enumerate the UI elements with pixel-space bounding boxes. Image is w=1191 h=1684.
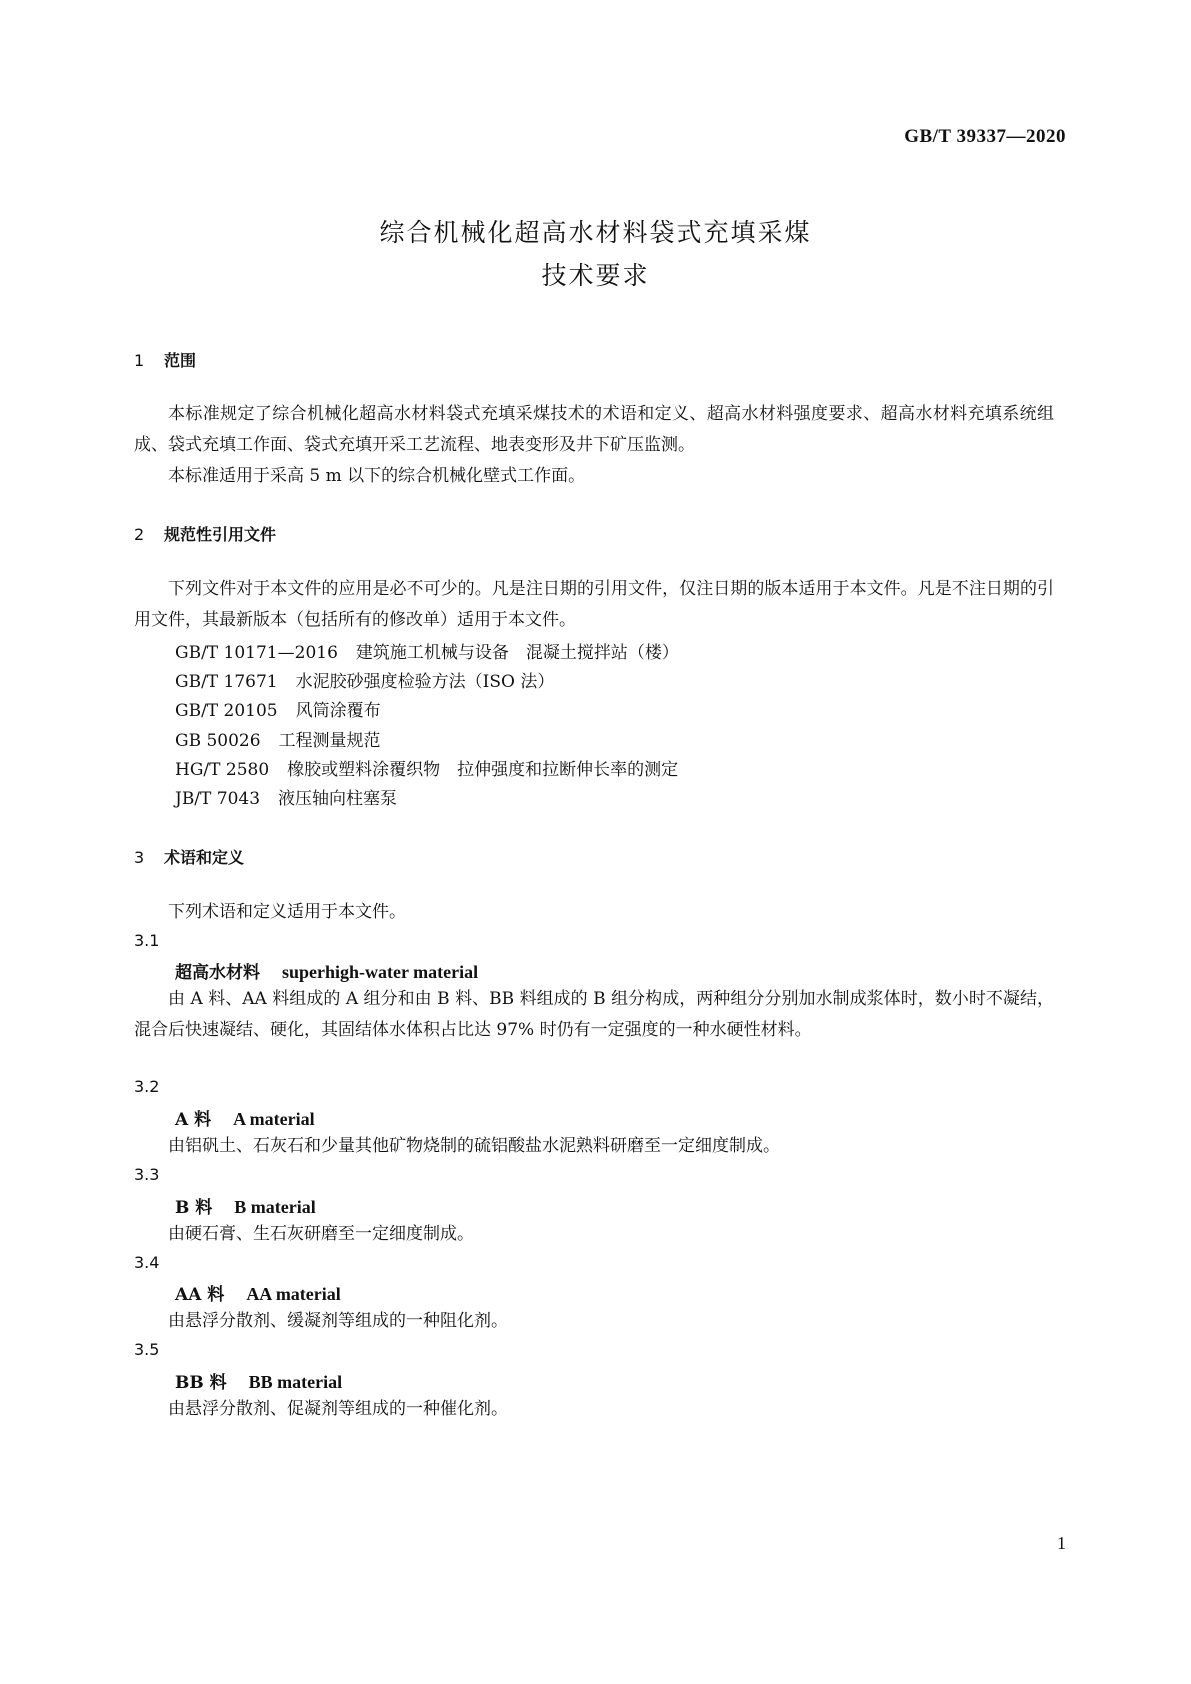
section-title: 术语和定义 — [164, 848, 245, 867]
reference-item — [175, 755, 678, 780]
reference-title: 橡胶或塑料涂覆织物 拉伸强度和拉断伸长率的测定 — [287, 760, 679, 780]
reference-code: HG/T 2580 — [175, 760, 270, 780]
reference-code: GB 50026 — [175, 731, 261, 751]
page-number: 1 — [1057, 1533, 1066, 1553]
term-heading — [175, 1280, 341, 1305]
term-en: superhigh-water material — [282, 962, 479, 982]
reference-code: JB/T 7043 — [175, 789, 261, 809]
document-title-line2: 技术要求 — [541, 261, 650, 290]
reference-code: GB/T 20105 — [175, 701, 278, 721]
reference-title: 水泥胶砂强度检验方法（ISO 法） — [295, 672, 555, 692]
section-1-heading — [134, 348, 196, 371]
term-heading — [175, 958, 478, 983]
scope-paragraph-1: 本标准规定了综合机械化超高水材料袋式充填采煤技术的术语和定义、超高水材料强度要求、超高水材料充填系统组成、袋式充填工作面、袋式充填开采工艺流程、地表变形及井下矿压监测。 — [134, 404, 1054, 455]
normative-refs-intro: 下列文件对于本文件的应用是必不可少的。凡是注日期的引用文件，仅注日期的版本适用于本文件。凡是不注日期的引用文件，其最新版本（包括所有的修改单）适用于本文件。 — [134, 579, 1054, 630]
reference-code: GB/T 10171—2016 — [175, 643, 338, 663]
reference-item — [175, 667, 554, 692]
reference-code: GB/T 17671 — [175, 672, 278, 692]
reference-title: 工程测量规范 — [278, 731, 381, 751]
term-definition: 由悬浮分散剂、缓凝剂等组成的一种阻化剂。 — [168, 1311, 508, 1331]
term-zh: 超高水材料 — [175, 963, 260, 983]
term-definition: 由悬浮分散剂、促凝剂等组成的一种催化剂。 — [168, 1399, 508, 1419]
clause-number: 3.2 — [134, 1077, 160, 1096]
standard-code: GB/T 39337—2020 — [904, 126, 1066, 147]
clause-number: 3.1 — [134, 931, 160, 950]
scope-paragraph-2: 本标准适用于采高 5 m 以下的综合机械化壁式工作面。 — [168, 466, 586, 486]
section-number: 2 — [134, 525, 145, 544]
term-definition: 由 A 料、AA 料组成的 A 组分和由 B 料、BB 料组成的 B 组分构成，两种组分分别加水制成浆体时，数小时不凝结，混合后快速凝结、硬化，其固结体水体积占比达 97% 时仍有一定强度的一种水硬性材料。 — [134, 989, 1054, 1040]
term-en: BB material — [248, 1372, 343, 1392]
term-en: B material — [234, 1197, 316, 1217]
section-number: 1 — [134, 351, 145, 370]
section-number: 3 — [134, 848, 145, 867]
term-en: A material — [233, 1109, 315, 1129]
term-zh: BB 料 — [175, 1373, 227, 1393]
section-title: 范围 — [164, 351, 197, 370]
document-title-line1: 综合机械化超高水材料袋式充填采煤 — [379, 218, 812, 247]
reference-item — [175, 638, 679, 663]
term-definition: 由铝矾土、石灰石和少量其他矿物烧制的硫铝酸盐水泥熟料研磨至一定细度制成。 — [168, 1136, 780, 1156]
clause-number: 3.3 — [134, 1165, 160, 1184]
reference-item — [175, 784, 397, 809]
reference-item — [175, 696, 381, 721]
term-heading — [175, 1368, 342, 1393]
clause-number: 3.4 — [134, 1253, 160, 1272]
term-zh: AA 料 — [175, 1285, 225, 1305]
section-3-heading — [134, 845, 244, 868]
term-heading — [175, 1193, 316, 1218]
term-zh: A 料 — [175, 1110, 212, 1130]
reference-item — [175, 726, 381, 751]
term-definition: 由硬石膏、生石灰研磨至一定细度制成。 — [168, 1224, 474, 1244]
reference-title: 建筑施工机械与设备 混凝土搅拌站（楼） — [355, 643, 679, 663]
term-en: AA material — [246, 1284, 341, 1304]
section-2-heading — [134, 522, 276, 545]
reference-title: 风筒涂覆布 — [295, 701, 381, 721]
section-title: 规范性引用文件 — [164, 525, 277, 544]
terms-intro: 下列术语和定义适用于本文件。 — [168, 902, 406, 922]
term-zh: B 料 — [175, 1198, 213, 1218]
term-heading — [175, 1105, 315, 1130]
reference-title: 液压轴向柱塞泵 — [278, 789, 398, 809]
clause-number: 3.5 — [134, 1340, 160, 1359]
